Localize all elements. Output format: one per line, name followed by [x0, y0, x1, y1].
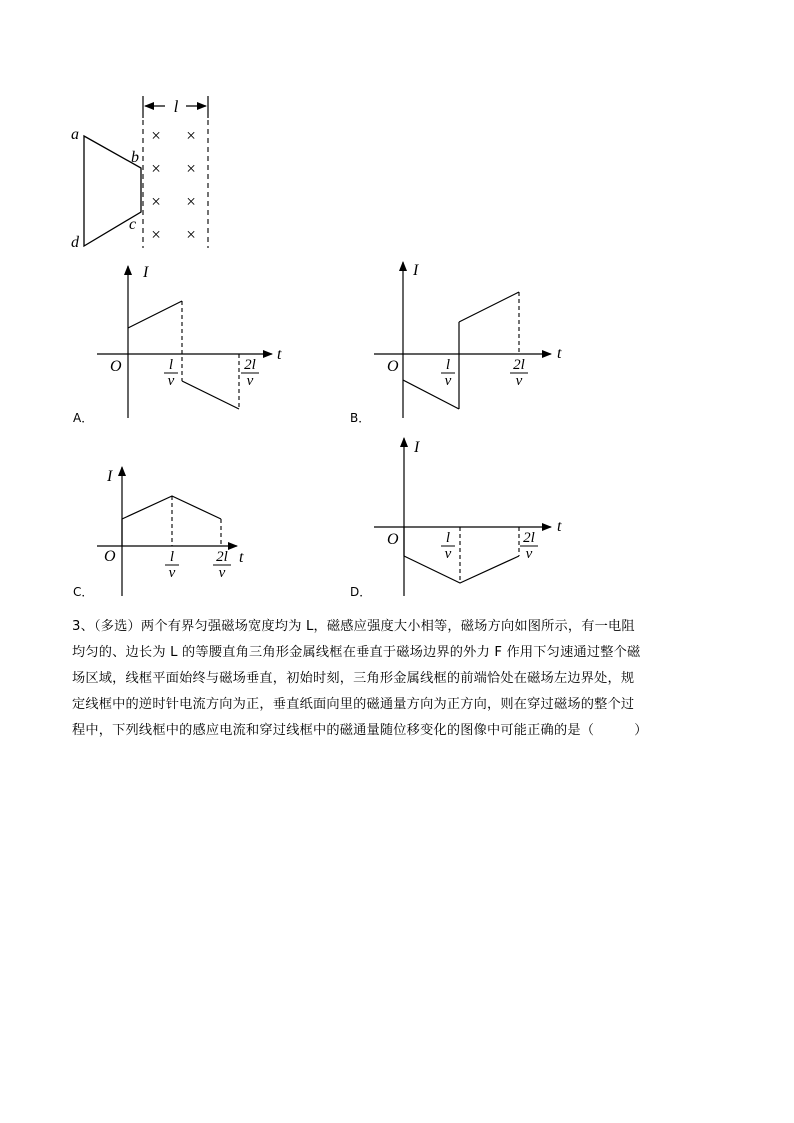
- option-a-label[interactable]: A．: [73, 411, 94, 425]
- option-d-label[interactable]: D．: [350, 585, 372, 599]
- axis-label-i: I: [107, 468, 113, 485]
- tick-2l-den: v: [515, 373, 523, 389]
- question-3-line: 定线框中的逆时针电流方向为正，垂直纸面向里的磁通量方向为正方向，则在穿过磁场的整个过: [72, 697, 635, 712]
- tick-2l-den: v: [218, 565, 226, 581]
- field-width-label: l: [173, 97, 179, 116]
- field-cross: ×: [186, 159, 196, 178]
- axis-label-i: I: [414, 439, 420, 456]
- axis-label-t: t: [557, 518, 562, 535]
- graph-c: [97, 467, 244, 596]
- tick-2l-num: 2l: [244, 357, 256, 373]
- question-3-line: 均匀的、边长为 L 的等腰直角三角形金属线框在垂直于磁场边界的外力 F 作用下匀速通过整个磁: [72, 645, 641, 660]
- tick-l-num: l: [445, 530, 451, 546]
- field-cross: ×: [151, 192, 161, 211]
- origin-label: O: [387, 358, 399, 375]
- tick-2l-num: 2l: [216, 549, 228, 565]
- field-cross: ×: [186, 192, 196, 211]
- origin-label: O: [110, 358, 122, 375]
- option-c-label[interactable]: C．: [73, 585, 94, 599]
- curve-segment: [182, 381, 239, 409]
- curve-segment: [404, 556, 519, 583]
- question-3-line: 3、（多选）两个有界匀强磁场宽度均为 L，磁感应强度大小相等，磁场方向如图所示，有一电阻: [72, 619, 635, 634]
- axis-label-i: I: [413, 262, 419, 279]
- field-crosses: [151, 126, 196, 244]
- graph-d: [374, 438, 562, 596]
- curve-segment: [459, 292, 519, 322]
- field-cross: ×: [186, 126, 196, 145]
- tick-l-num: l: [445, 357, 451, 373]
- tick-l-den: v: [444, 546, 452, 562]
- vertex-c-label: c: [129, 216, 137, 233]
- curve-segment: [128, 301, 182, 328]
- field-cross: ×: [186, 225, 196, 244]
- tick-l-num: l: [168, 357, 174, 373]
- tick-l-den: v: [444, 373, 452, 389]
- loop-field-figure: [71, 96, 208, 251]
- field-cross: ×: [151, 159, 161, 178]
- axis-label-i: I: [143, 264, 149, 281]
- graph-a: [97, 264, 282, 418]
- vertex-a-label: a: [71, 126, 79, 143]
- axis-label-t: t: [557, 345, 562, 362]
- tick-l-num: l: [169, 549, 175, 565]
- axis-label-t: t: [239, 549, 244, 566]
- tick-l-den: v: [168, 565, 176, 581]
- question-3-line: 场区域，线框平面始终与磁场垂直，初始时刻，三角形金属线框的前端恰处在磁场左边界处，规: [72, 671, 635, 686]
- tick-2l-den: v: [525, 546, 533, 562]
- field-cross: ×: [151, 225, 161, 244]
- field-cross: ×: [151, 126, 161, 145]
- question-3-text: [72, 614, 724, 744]
- tick-2l-num: 2l: [523, 530, 535, 546]
- tick-l-den: v: [167, 373, 175, 389]
- option-b-label[interactable]: B．: [350, 411, 371, 425]
- tick-2l-den: v: [246, 373, 254, 389]
- axis-label-t: t: [277, 346, 282, 363]
- question-3-line: 程中，下列线框中的感应电流和穿过线框中的磁通量随位移变化的图像中可能正确的是（ ）: [72, 723, 648, 738]
- origin-label: O: [387, 531, 399, 548]
- tick-2l-num: 2l: [513, 357, 525, 373]
- graph-b: [374, 262, 562, 418]
- vertex-d-label: d: [71, 234, 79, 251]
- vertex-b-label: b: [131, 149, 139, 166]
- origin-label: O: [104, 548, 116, 565]
